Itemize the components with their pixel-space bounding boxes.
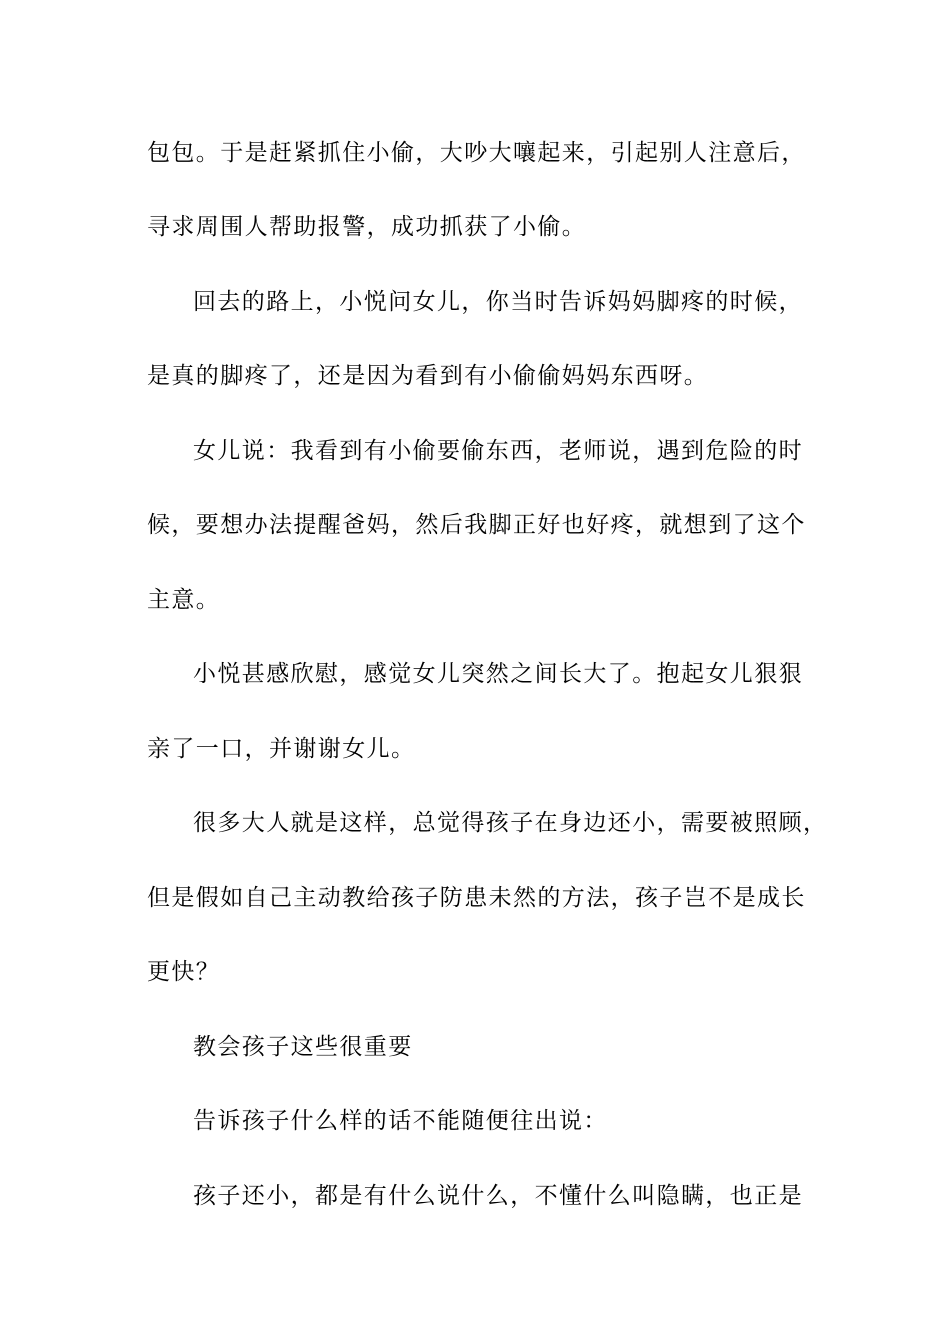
paragraph-start-line: 回去的路上，小悦问女儿，你当时告诉妈妈脚疼的时候， — [193, 289, 803, 315]
text-line: 包包。于是赶紧抓住小偷，大吵大嚷起来，引起别人注意后， — [147, 140, 806, 166]
text-line: 候，要想办法提醒爸妈，然后我脚正好也好疼，就想到了这个 — [147, 512, 806, 538]
text-line: 更快？ — [147, 959, 221, 985]
text-line: 是真的脚疼了，还是因为看到有小偷偷妈妈东西呀。 — [147, 363, 709, 389]
paragraph-start-line: 女儿说：我看到有小偷要偷东西，老师说，遇到危险的时 — [193, 438, 803, 464]
paragraph-start-line: 告诉孩子什么样的话不能随便往出说： — [193, 1108, 608, 1134]
text-line: 但是假如自己主动教给孩子防患未然的方法，孩子岂不是成长 — [147, 885, 806, 911]
paragraph-start-line: 很多大人就是这样，总觉得孩子在身边还小，需要被照顾， — [193, 810, 828, 836]
section-heading: 教会孩子这些很重要 — [193, 1034, 413, 1060]
text-line: 主意。 — [147, 587, 221, 613]
text-line: 寻求周围人帮助报警，成功抓获了小偷。 — [147, 214, 587, 240]
text-line: 亲了一口，并谢谢女儿。 — [147, 736, 416, 762]
paragraph-start-line: 孩子还小，都是有什么说什么，不懂什么叫隐瞒，也正是 — [193, 1183, 803, 1209]
paragraph-start-line: 小悦甚感欣慰，感觉女儿突然之间长大了。抱起女儿狠狠 — [193, 661, 803, 687]
